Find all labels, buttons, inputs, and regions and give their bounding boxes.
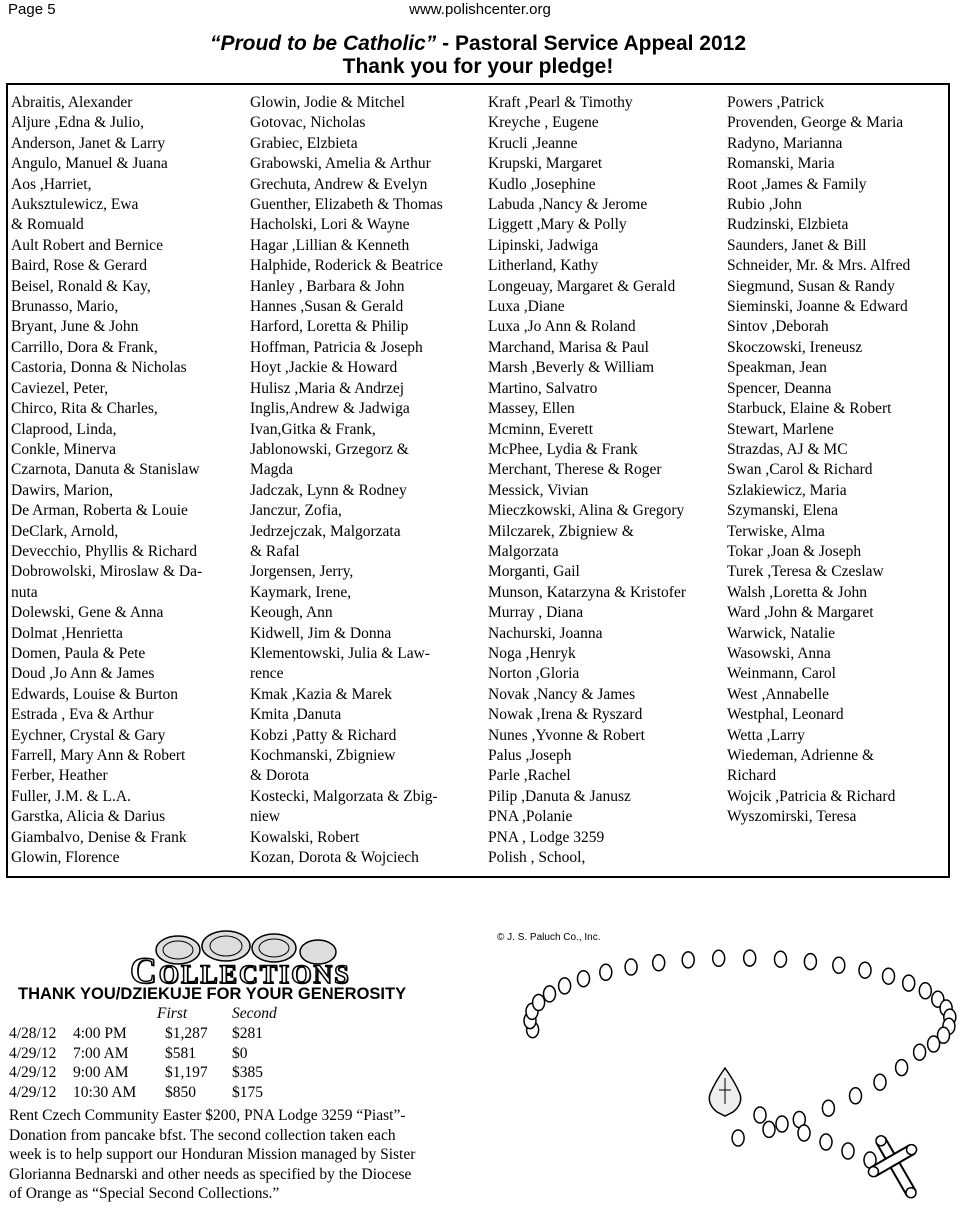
donor-entry: Norton ,Gloria [488,665,580,683]
donor-entry: Jablonowski, Grzegorz & [250,440,409,458]
collection-date: 4/28/12 [9,1025,57,1042]
collection-time: 10:30 AM [73,1083,137,1101]
donor-entry: Speakman, Jean [727,359,827,377]
donor-entry: Nunes ,Yvonne & Robert [488,726,645,744]
donor-entry: Turek ,Teresa & Czeslaw [727,563,884,581]
donor-entry: Kudlo ,Josephine [488,175,596,193]
donor-entry: Morganti, Gail [488,563,580,581]
collection-first: $850 [165,1083,196,1101]
donor-entry: Sintov ,Deborah [727,318,829,336]
collection-second: $385 [232,1064,263,1081]
collection-date: 4/29/12 [9,1044,57,1062]
donor-entry: Grabowski, Amelia & Arthur [250,155,431,173]
donor-entry: Kmak ,Kazia & Marek [250,685,393,703]
donor-entry: Glowin, Florence [11,849,120,867]
donor-entry: Sieminski, Joanne & Edward [727,298,908,316]
donor-entry: Nowak ,Irena & Ryszard [488,706,643,724]
donor-entry: Brunasso, Mario, [11,298,119,316]
donor-entry: Wasowski, Anna [727,644,831,662]
donor-column-1 [11,93,229,868]
donor-entry: Richard [727,767,777,785]
donor-entry: Carrillo, Dora & Frank, [11,338,158,356]
donor-entry: Jadczak, Lynn & Rodney [250,481,407,499]
donor-entry: Kreyche , Eugene [488,114,599,132]
donor-entry: Longeuay, Margaret & Gerald [488,277,676,295]
donor-entry: De Arman, Roberta & Louie [11,502,188,520]
donor-entry: Lipinski, Jadwiga [488,236,599,254]
donor-entry: Strazdas, AJ & MC [727,440,848,458]
donor-entry: Halphide, Roderick & Beatrice [250,257,443,275]
donor-entry: Novak ,Nancy & James [488,685,636,703]
donor-entry: Wetta ,Larry [727,726,805,744]
donor-entry: Jedrzejczak, Malgorzata [250,522,401,540]
donor-entry: Schneider, Mr. & Mrs. Alfred [727,257,911,275]
donor-entry: Powers ,Patrick [727,94,825,111]
donor-entry: Magda [250,461,294,479]
notes-line: week is to help support our Honduran Mission managed by Sister [9,1146,416,1163]
rosary-icon [440,940,960,1219]
donor-entry: Castoria, Donna & Nicholas [11,359,187,377]
donor-entry: Kobzi ,Patty & Richard [250,726,397,744]
donor-entry: Giambalvo, Denise & Frank [11,828,187,846]
notes-line: Rent Czech Community Easter $200, PNA Lodge 3259 “Piast”- [9,1107,406,1124]
donor-entry: Angulo, Manuel & Juana [11,155,168,173]
donor-entry: Garstka, Alicia & Darius [11,808,166,826]
donor-entry: Hacholski, Lori & Wayne [250,216,410,234]
donor-entry: nuta [11,583,38,601]
col-first-label: First [157,1005,188,1022]
donor-entry: Kmita ,Danuta [250,706,342,724]
donor-entry: Krucli ,Jeanne [488,134,578,152]
donor-entry: Kochmanski, Zbigniew [250,747,396,764]
donor-entry: niew [250,808,281,826]
donor-entry: Glowin, Jodie & Mitchel [250,94,405,111]
donor-entry: Marsh ,Beverly & William [488,359,655,377]
donor-entry: & Dorota [250,767,309,785]
donor-entry: Mieczkowski, Alina & Gregory [488,502,685,520]
notes-line: Glorianna Bednarski and other needs as specified by the Diocese [9,1165,412,1183]
collection-second: $0 [232,1044,248,1062]
donor-entry: Luxa ,Jo Ann & Roland [488,318,636,336]
donor-entry: Root ,James & Family [727,175,867,193]
collection-second: $175 [232,1083,263,1101]
copyright: © J. S. Paluch Co., Inc. [497,932,601,943]
pledge-header [6,25,950,85]
col-second-label: Second [232,1005,277,1022]
donor-entry: Martino, Salvatro [488,379,598,397]
donor-entry: Litherland, Kathy [488,257,599,275]
donor-entry: Hannes ,Susan & Gerald [250,298,404,316]
donor-entry: Pilip ,Danuta & Janusz [488,787,631,805]
donor-entry: Malgorzata [488,542,559,560]
collection-first: $581 [165,1044,196,1062]
donor-entry: Warwick, Natalie [727,624,836,642]
page-number: Page 5 [8,1,56,18]
notes-line: Donation from pancake bfst. The second collection taken each [9,1126,396,1144]
donor-entry: Palus ,Joseph [488,747,572,764]
collection-time: 4:00 PM [73,1025,127,1042]
donor-entry: Klementowski, Julia & Law- [250,644,430,662]
donor-entry: Szymanski, Elena [727,502,839,520]
donor-entry: Keough, Ann [250,604,333,622]
donor-entry: Hulisz ,Maria & Andrzej [250,379,405,397]
collections-notes [9,1106,464,1204]
donor-entry: Gotovac, Nicholas [250,114,366,132]
donor-column-2 [250,93,470,868]
donor-entry: Saunders, Janet & Bill [727,236,867,254]
collections-logo: Collections [130,951,351,992]
donor-entry: Westphal, Leonard [727,706,844,724]
donor-entry: Liggett ,Mary & Polly [488,216,627,234]
donor-entry: Kowalski, Robert [250,828,360,846]
donor-entry: Aljure ,Edna & Julio, [11,114,145,132]
donor-entry: Baird, Rose & Gerard [11,257,148,275]
donor-entry: Farrell, Mary Ann & Robert [11,747,186,764]
donor-entry: Murray , Diana [488,604,584,622]
donor-entry: Hoffman, Patricia & Joseph [250,338,423,356]
donor-entry: Weinmann, Carol [727,665,836,683]
donor-entry: Kostecki, Malgorzata & Zbig- [250,787,438,805]
donor-entry: Abraitis, Alexander [11,94,133,111]
donor-entry: Jorgensen, Jerry, [250,563,354,581]
donor-entry: Swan ,Carol & Richard [727,461,873,479]
donor-entry: Inglis,Andrew & Jadwiga [250,400,410,418]
donor-entry: Noga ,Henryk [488,644,576,662]
collection-time: 9:00 AM [73,1064,129,1081]
donor-entry: Ward ,John & Margaret [727,604,874,622]
donor-entry: Rubio ,John [727,196,802,214]
donor-entry: Caviezel, Peter, [11,379,109,397]
donor-entry: PNA ,Polanie [488,808,573,826]
donor-entry: Nachurski, Joanna [488,624,603,642]
donor-entry: Grabiec, Elzbieta [250,134,358,152]
appeal-subtitle: Thank you for your pledge! [342,55,614,78]
donor-column-3 [488,93,718,868]
donor-column-4 [727,93,942,828]
donor-entry: Rudzinski, Elzbieta [727,216,849,234]
donor-entry: Edwards, Louise & Burton [11,685,179,703]
donor-entry: rence [250,665,284,683]
donor-entry: Milczarek, Zbigniew & [488,522,634,540]
donor-entry: DeClark, Arnold, [11,522,119,540]
donor-entry: Spencer, Deanna [727,379,832,397]
collection-first: $1,197 [165,1064,208,1081]
donor-entry: Conkle, Minerva [11,440,117,458]
donor-entry: Hoyt ,Jackie & Howard [250,359,398,377]
donor-entry: Luxa ,Diane [488,298,565,316]
donor-entry: Devecchio, Phyllis & Richard [11,542,197,560]
donor-entry: Hagar ,Lillian & Kenneth [250,236,410,254]
donor-entry: Merchant, Therese & Roger [488,461,662,479]
donor-entry: Kidwell, Jim & Donna [250,624,392,642]
donor-entry: Labuda ,Nancy & Jerome [488,196,648,214]
donor-entry: Munson, Katarzyna & Kristofer [488,583,687,601]
donor-entry: Radyno, Marianna [727,134,843,152]
collection-date: 4/29/12 [9,1064,57,1081]
donor-entry: Beisel, Ronald & Kay, [11,277,151,295]
donor-entry: Guenther, Elizabeth & Thomas [250,196,443,214]
donor-entry: Estrada , Eva & Arthur [11,706,154,724]
collection-first: $1,287 [165,1025,208,1042]
donor-entry: Auksztulewicz, Ewa [11,196,139,214]
donor-entry: Kaymark, Irene, [250,583,352,601]
appeal-title: “Proud to be Catholic” - Pastoral Service Appeal 2012 [209,32,747,55]
donor-entry: Romanski, Maria [727,155,835,173]
donor-entry: Bryant, June & John [11,318,139,336]
donor-entry: Dawirs, Marion, [11,481,114,499]
donor-entry: Eychner, Crystal & Gary [11,726,166,744]
donor-entry: Tokar ,Joan & Joseph [727,542,862,560]
donor-entry: & Romuald [11,216,84,234]
donor-entry: Harford, Loretta & Philip [250,318,409,336]
donor-entry: Kraft ,Pearl & Timothy [488,94,633,111]
donor-entry: Dobrowolski, Miroslaw & Da- [11,563,203,581]
donor-entry: Domen, Paula & Pete [11,644,146,662]
donor-entry: Skoczowski, Ireneusz [727,338,863,356]
donor-entry: Wojcik ,Patricia & Richard [727,787,896,805]
donor-entry: Mcminn, Everett [488,420,594,438]
donor-entry: Grechuta, Andrew & Evelyn [250,175,428,193]
donor-entry: Stewart, Marlene [727,420,834,438]
collection-time: 7:00 AM [73,1044,129,1062]
donor-entry: PNA , Lodge 3259 [488,828,605,846]
donor-entry: Hanley , Barbara & John [250,277,405,295]
donor-entry: Doud ,Jo Ann & James [11,665,155,683]
donor-entry: Ault Robert and Bernice [11,236,163,254]
donor-entry: Messick, Vivian [488,481,589,499]
donor-entry: Fuller, J.M. & L.A. [11,787,131,805]
donor-entry: Ferber, Heather [11,767,108,785]
notes-line: of Orange as “Special Second Collections.” [9,1185,280,1202]
donor-entry: Siegmund, Susan & Randy [727,277,895,295]
donor-entry: Wyszomirski, Teresa [727,808,857,826]
donor-entry: Szlakiewicz, Maria [727,481,847,499]
donor-entry: Provenden, George & Maria [727,114,904,132]
donor-entry: West ,Annabelle [727,685,830,703]
collection-second: $281 [232,1025,263,1042]
donor-entry: Wiedeman, Adrienne & [727,747,875,764]
donor-entry: Czarnota, Danuta & Stanislaw [11,461,200,479]
site-url[interactable]: www.polishcenter.org [409,1,551,18]
donor-entry: Starbuck, Elaine & Robert [727,400,892,418]
donor-entry: Polish , School, [488,849,586,867]
donor-entry: McPhee, Lydia & Frank [488,440,638,458]
donor-entry: Walsh ,Loretta & John [727,583,867,601]
donor-entry: Dolmat ,Henrietta [11,624,123,642]
donor-entry: Marchand, Marisa & Paul [488,338,649,356]
donor-entry: Janczur, Zofia, [250,502,342,520]
donor-entry: Dolewski, Gene & Anna [11,604,164,622]
donor-entry: Ivan,Gitka & Frank, [250,420,376,438]
donor-entry: & Rafal [250,542,300,560]
donor-entry: Anderson, Janet & Larry [11,134,166,152]
donor-entry: Aos ,Harriet, [11,175,92,193]
donor-entry: Claprood, Linda, [11,420,117,438]
donor-entry: Krupski, Margaret [488,155,603,173]
collection-date: 4/29/12 [9,1083,57,1101]
donor-entry: Chirco, Rita & Charles, [11,400,158,418]
donor-entry: Parle ,Rachel [488,767,571,785]
donor-entry: Kozan, Dorota & Wojciech [250,849,419,867]
donor-entry: Massey, Ellen [488,400,575,418]
donor-entry: Terwiske, Alma [727,522,825,540]
collections-heading: THANK YOU/DZIEKUJE FOR YOUR GENEROSITY [18,985,407,1003]
